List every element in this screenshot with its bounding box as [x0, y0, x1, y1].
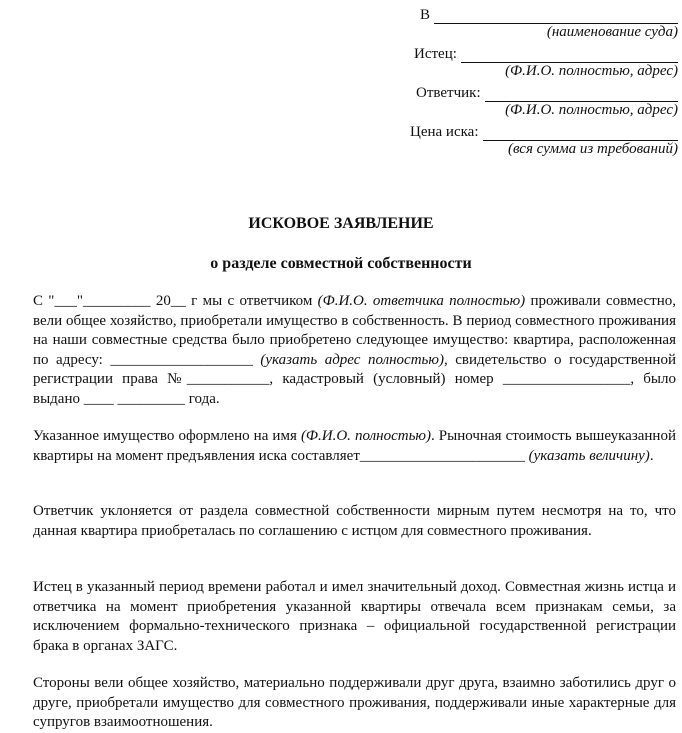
- paragraph-3: Ответчик уклоняется от раздела совместной собственности мирным путем несмотря на то, что данная квартира приобреталась по соглашению с истцом для совместного проживания.: [33, 503, 676, 539]
- p1-defendant-name-hint: (Ф.И.О. ответчика полностью): [317, 293, 526, 309]
- court-hint: (наименование суда): [546, 24, 678, 40]
- plaintiff-blank[interactable]: [461, 47, 678, 63]
- defendant-blank[interactable]: [485, 86, 678, 102]
- court-line: [400, 4, 678, 24]
- defendant-hint: (Ф.И.О. полностью, адрес): [505, 102, 678, 118]
- p1-text-c: проживали совместно, вели общее хозяйство, приобретали имущество в собственность. В период совместного проживания на наши совместные средства было приобретено следующее имущество: квартира, расположенная по адресу: ___________________: [33, 293, 676, 368]
- p1-text-a: С "___"_________ 20__ г мы с ответчиком: [33, 293, 318, 309]
- p1-address-hint: (указать адрес полностью): [260, 351, 444, 368]
- p2-text-e: .: [649, 447, 654, 464]
- court-blank[interactable]: [434, 8, 678, 24]
- p1-text-e: , свидетельство о государственной регистрации права №___________, кадастровый (условный) номер _________________, было выдано ____ _________ года.: [33, 351, 676, 407]
- paragraph-1: [33, 292, 676, 409]
- paragraph-5: Стороны вели общее хозяйство, материально поддерживали друг друга, взаимно заботились друг о друге, приобретали имущество для совместного проживания, поддерживали иные характерные для супругов взаимоотношения.: [33, 675, 676, 730]
- paragraph-4: Истец в указанный период времени работал и имел значительный доход. Совместная жизнь истца и ответчика на момент приобретения указанной квартиры отвечала всем признакам семьи, за исключением формально-технического признака – официальной государственной регистрации брака в органах ЗАГС.: [33, 579, 676, 654]
- claim-price-hint: (вся сумма из требований): [507, 141, 678, 157]
- claim-price-line: [400, 121, 678, 141]
- document-subtitle: о разделе совместной собственности: [210, 255, 472, 272]
- plaintiff-hint: (Ф.И.О. полностью, адрес): [505, 63, 678, 79]
- claim-price-blank[interactable]: [483, 125, 679, 141]
- paragraph-2: [33, 427, 676, 466]
- plaintiff-line: [400, 43, 678, 63]
- court-prefix: В: [420, 7, 431, 23]
- p2-name-hint: (Ф.И.О. полностью): [300, 428, 431, 444]
- defendant-line: [400, 82, 678, 102]
- defendant-label: Ответчик:: [416, 85, 481, 101]
- p2-text-c: . Рыночная стоимость вышеуказанной квартиры на момент предъявления иска составляет______________________: [33, 428, 676, 464]
- p2-value-hint: (указать величину): [528, 447, 650, 464]
- header-block: [400, 4, 678, 160]
- plaintiff-label: Истец:: [414, 46, 457, 62]
- claim-price-label: Цена иска:: [410, 124, 479, 140]
- p2-text-a: Указанное имущество оформлено на имя: [33, 428, 301, 444]
- document-title: ИСКОВОЕ ЗАЯВЛЕНИЕ: [248, 215, 434, 232]
